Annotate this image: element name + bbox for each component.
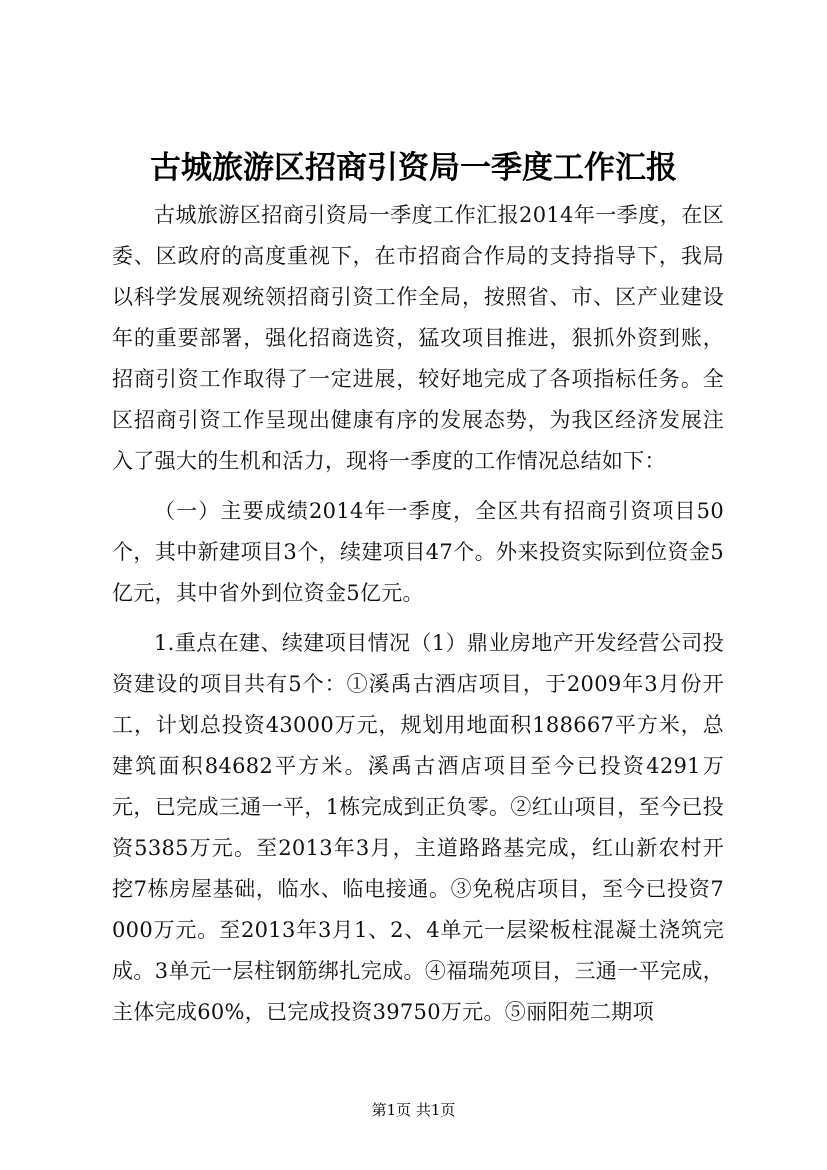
page-footer: 第1页 共1页 [371,1101,456,1119]
paragraph-main-achievements: （一）主要成绩2014年一季度，全区共有招商引资项目50个，其中新建项目3个，续建项目47个。外来投资实际到位资金5亿元，其中省外到位资金5亿元。 [112,499,724,605]
paragraph-intro: 古城旅游区招商引资局一季度工作汇报2014年一季度，在区委、区政府的高度重视下，在市招商合作局的支持指导下，我局以科学发展观统领招商引资工作全局，按照省、市、区产业建设年的重要部署，强化招商选资，猛攻项目推进，狠抓外资到账，招商引资工作取得了一定进展，较好地完成了各项指标任务。全区招商引资工作呈现出健康有序的发展态势，为我区经济发展注入了强大的生机和活力，现将一季度的工作情况总结如下： [112,203,724,473]
document-title: 古城旅游区招商引资局一季度工作汇报 [150,150,677,186]
document-body [112,195,724,1033]
paragraph-key-projects: 1.重点在建、续建项目情况（1）鼎业房地产开发经营公司投资建设的项目共有5个：①溪禹古酒店项目，于2009年3月份开工，计划总投资43000万元，规划用地面积188667平方米，总建筑面积84682平方米。溪禹古酒店项目至今已投资4291万元，已完成三通一平，1栋完成到正负零。②红山项目，至今已投资5385万元。至2013年3月，主道路路基完成，红山新农村开挖7栋房屋基础，临水、临电接通。③免税店项目，至今已投资7000万元。至2013年3月1、2、4单元一层梁板柱混凝土浇筑完成。3单元一层柱钢筋绑扎完成。④福瑞苑项目，三通一平完成，主体完成60%，已完成投资39750万元。⑤丽阳苑二期项 [112,631,724,1024]
